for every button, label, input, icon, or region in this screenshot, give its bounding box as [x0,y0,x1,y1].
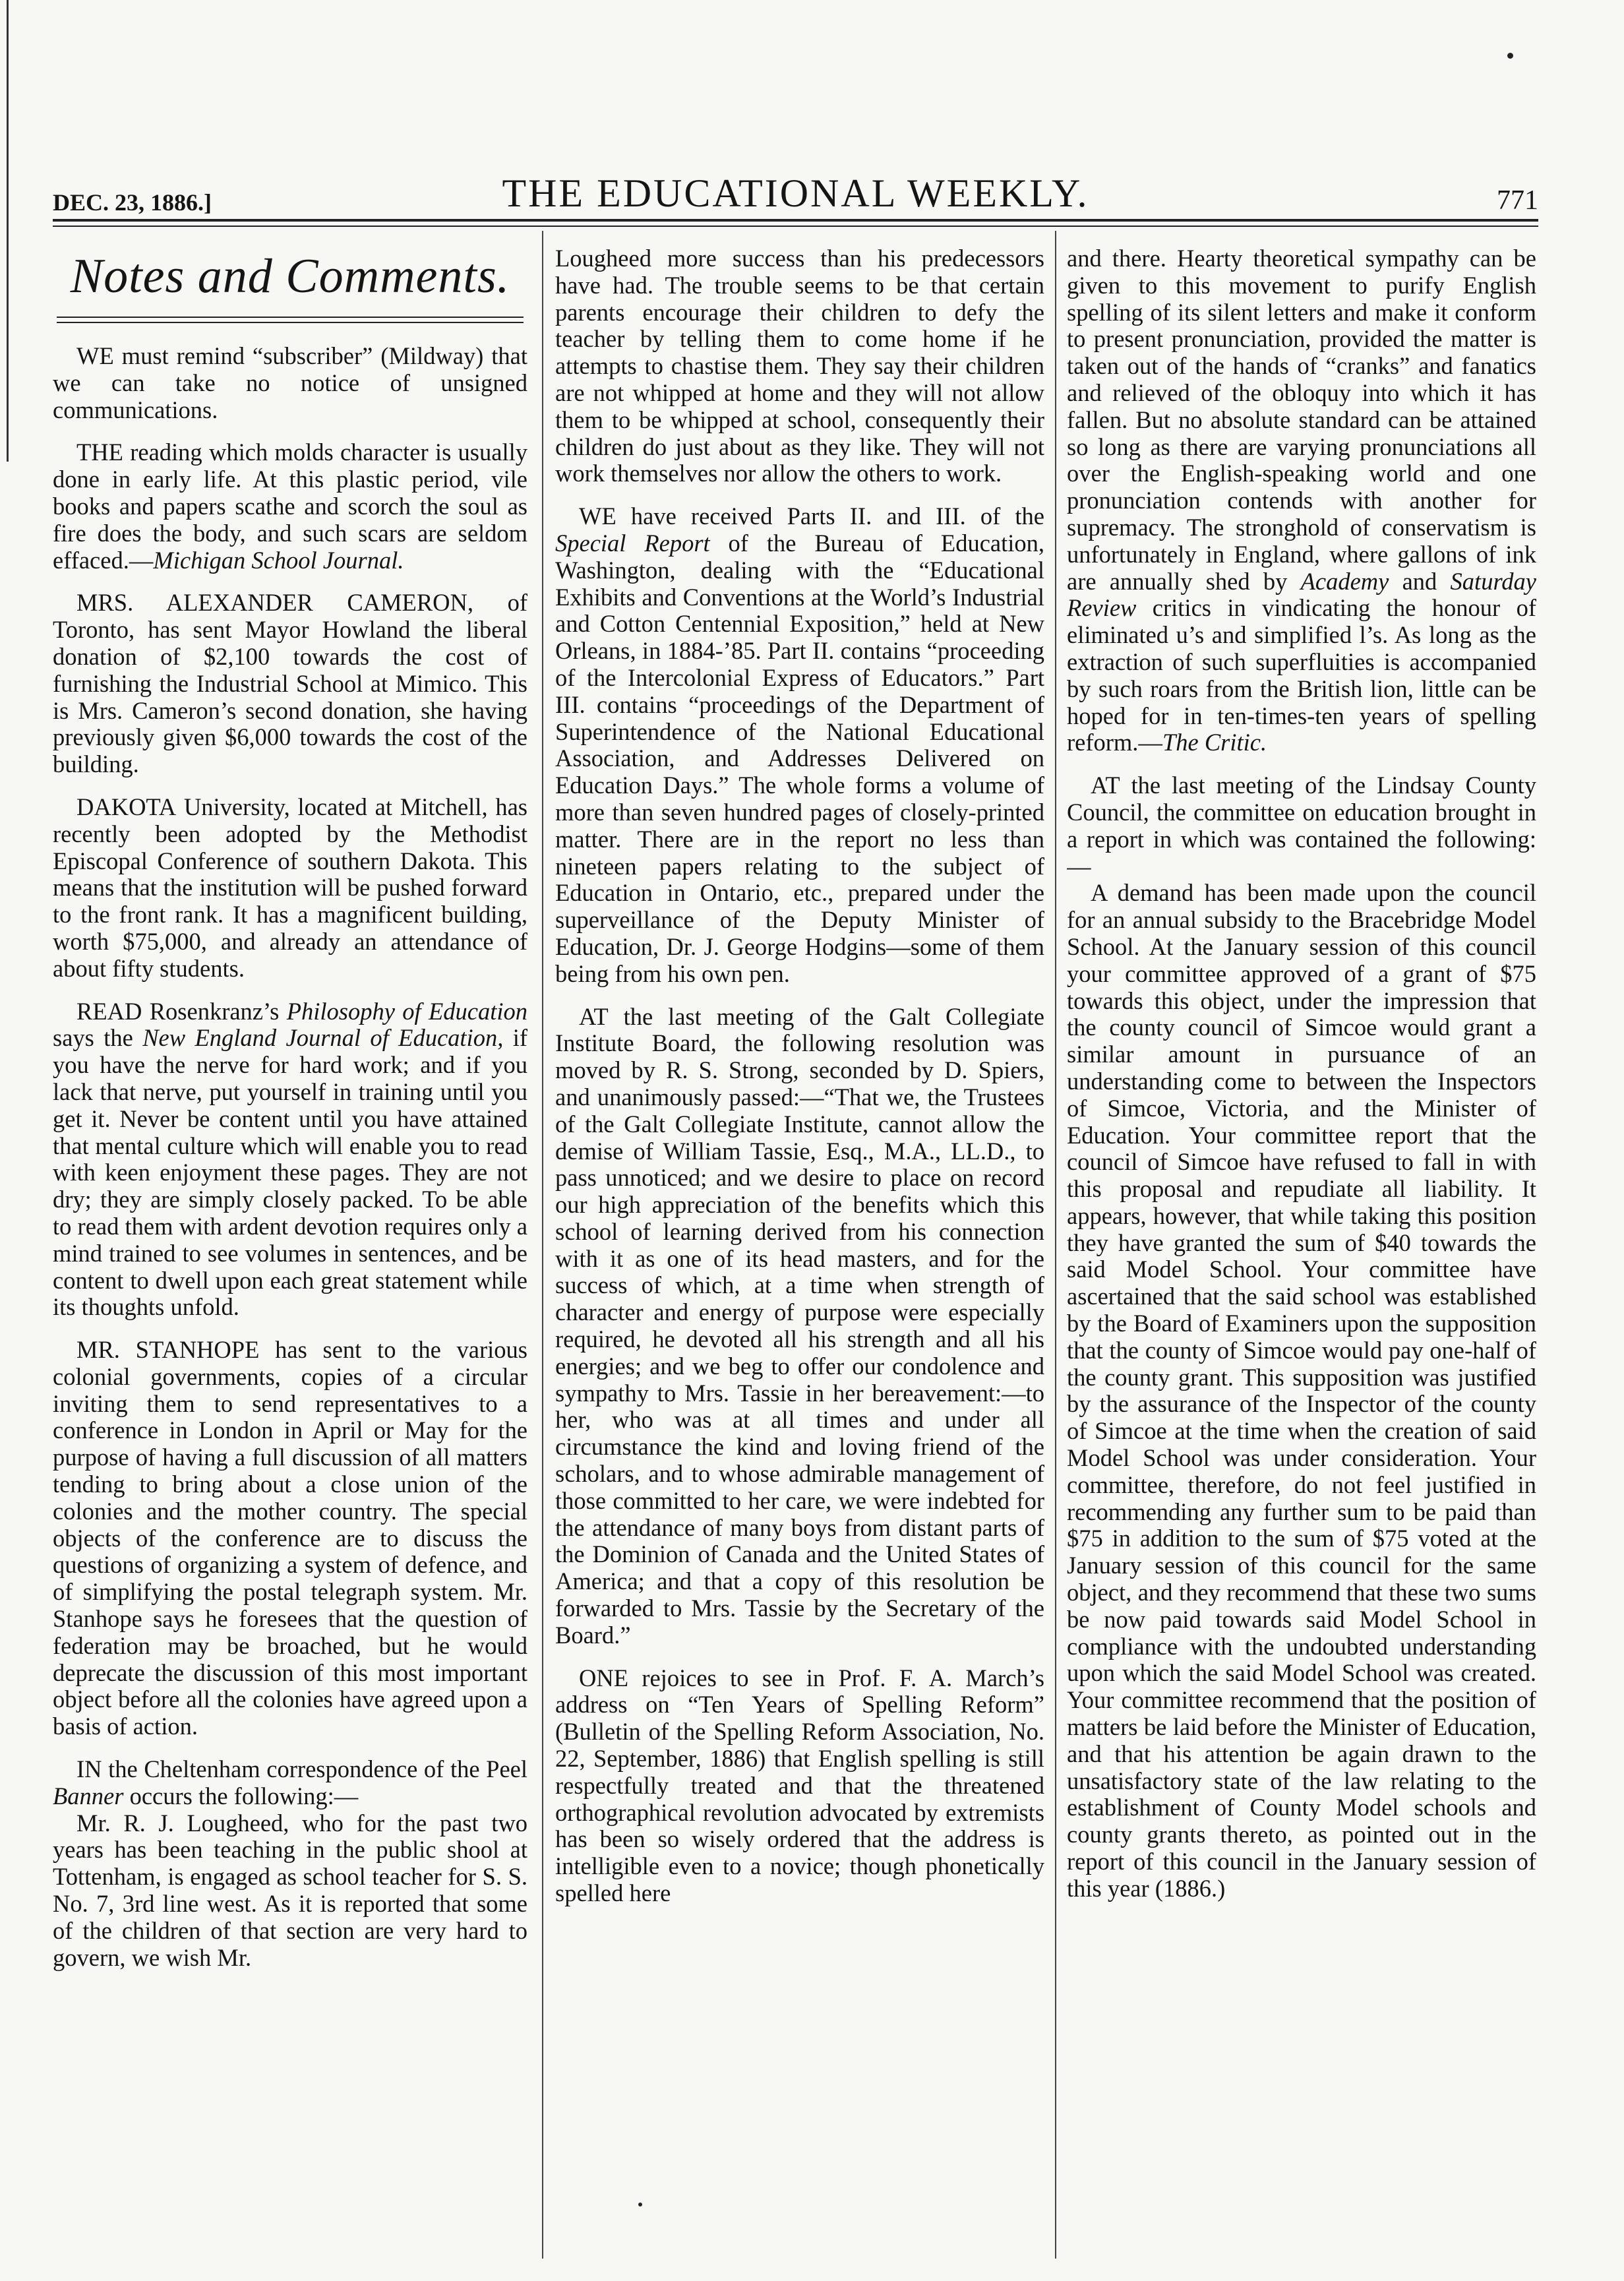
article-paragraph: AT the last meeting of the Lindsay County Council, the committee on education brought in a report in which was contained the following:— [1067,772,1536,880]
article-paragraph: IN the Cheltenham correspondence of the Peel Banner occurs the following:— [53,1755,527,1810]
article-paragraph: DAKOTA University, located at Mitchell, has recently been adopted by the Methodist Episcopal Conference of southern Dakota. This means that the institution will be pushed forward to the front rank. It has a magnificent building, worth $75,000, and already an attendance of about fifty students. [53,793,527,982]
article-paragraph: WE have received Parts II. and III. of the Special Report of the Bureau of Education, Washington, dealing with the “Educational Exhibits and Conventions at the World’s Industrial and Cotton Centennial Exposition,” held at New Orleans, in 1884-’85. Part II. contains “proceeding of the Intercolonial Express of Educators.” Part III. contains “proceedings of the Department of Superintendence of the National Educational Association, and Addresses Delivered on Education Days.” The whole forms a volume of more than seven hundred pages of closely-printed matter. There are in the report no less than nineteen papers relating to the subject of Education in Ontario, etc., prepared under the superveillance of the Deputy Minister of Education, Dr. J. George Hodgins—some of them being from his own pen. [555,502,1044,987]
continued-paragraph: Lougheed more success than his predecessors have had. The trouble seems to be that certain parents encourage their children to defy the teacher by telling them to come home if he attempts to chastise them. They say their children are not whipped at home and they will not allow them to be whipped at school, consequently their children do just about as they like. They will not work themselves nor allow the others to work. [555,245,1044,487]
quoted-paragraph: Mr. R. J. Lougheed, who for the past two years has been teaching in the public shool at Tottenham, is engaged as school teacher for S. S. No. 7, 3rd line west. As it is reported that some of the children of that section are very hard to govern, we wish Mr. [53,1809,527,1971]
article-paragraph: AT the last meeting of the Galt Collegiate Institute Board, the following resolution was moved by R. S. Strong, seconded by D. Spiers, and unanimously passed:—“That we, the Trustees of the Galt Collegiate Institute, cannot allow the demise of William Tassie, Esq., M.A., LL.D., to pass unnoticed; and we desire to place on record our high appreciation of the benefits which this school of learning derived from his connection with it as one of its head masters, and for the success of which, at a time when strength of character and energy of purpose were especially required, he devoted all his strength and all his energies; and we beg to offer our condolence and sympathy to Mrs. Tassie in her bereavement:—to her, who was at all times and under all circumstance the kind and loving friend of the scholars, and to whose admirable management of those committed to her care, we were indebted for the attendance of many boys from distant parts of the Dominion of Canada and the United States of America; and that a copy of this resolution be forwarded to Mrs. Tassie by the Secretary of the Board.” [555,1002,1044,1649]
page-header [53,150,1538,216]
article-paragraph: MRS. ALEXANDER CAMERON, of Toronto, has sent Mayor Howland the liberal donation of $2,100 towards the cost of furnishing the Industrial School at Mimico. This is Mrs. Cameron’s second donation, she having previously given $6,000 towards the cost of the building. [53,589,527,778]
speck [1507,53,1513,59]
article-paragraph: MR. STANHOPE has sent to the various colonial governments, copies of a circular inviting them to send representatives to a conference in London in April or May for the purpose of having a full discussion of all matters tending to bring about a close union of the colonies and the mother country. The special objects of the conference are to discuss the questions of organizing a system of defence, and of simplifying the postal telegraph system. Mr. Stanhope says he foresees that the question of federation may be broached, but he would deprecate the discussion of this most important object before all the colonies have agreed upon a basis of action. [53,1336,527,1740]
article-paragraph: ONE rejoices to see in Prof. F. A. March’s address on “Ten Years of Spelling Reform” (Bulletin of the Spelling Reform Association, No. 22, September, 1886) that English spelling is still respectfully treated and that the threatened orthographical revolution advocated by extremists has been so wisely ordered that the address is intelligible even to a novice; though phonetically spelled here [555,1664,1044,1907]
article-paragraph: READ Rosenkranz’s Philosophy of Education says the New England Journal of Education, if you have the nerve for hard work; and if you lack that nerve, put yourself in training until you get it. Never be content until you have attained that mental culture which will enable you to read with keen enjoyment these pages. They are not dry; they are simply closely packed. To be able to read them with ardent devotion requires only a mind trained to see volumes in sentences, and be content to dwell upon each great statement while its thoughts unfold. [53,997,527,1321]
column-2 [555,245,1044,2276]
source-citation: Michigan School Journal. [153,546,404,574]
section-title-rule [57,317,524,323]
column-divider [542,231,543,2259]
page-number: 771 [1497,185,1538,216]
article-paragraph: THE reading which molds character is usually done in early life. At this plastic period, vile books and papers scathe and scorch the soul as fire does the body, and such scars are seldom effaced.—Michigan School Journal. [53,439,527,574]
journal-title: THE EDUCATIONAL WEEKLY. [502,171,1089,215]
column-3 [1067,245,1536,2276]
article-paragraph: WE must remind “subscriber” (Mildway) that we can take no notice of unsigned communications. [53,342,527,423]
column-1 [53,245,527,2276]
header-rule-thick [53,219,1538,222]
source-citation: The Critic. [1162,729,1267,756]
section-title: Notes and Comments. [70,249,510,303]
quoted-paragraph: A demand has been made upon the council for an annual subsidy to the Bracebridge Model School. At the January session of this council your committee approved of a grant of $75 towards this object, under the impression that the county council of Simcoe would grant a similar amount in pursuance of an understanding come to between the Inspectors of Simcoe, Victoria, and the Minister of Education. Your committee report that the council of Simcoe have refused to fall in with this proposal and repudiate all liability. It appears, however, that while taking this position they have granted the sum of $40 towards the said Model School. Your committee have ascertained that the said school was established by the Board of Examiners upon the supposition that the county of Simcoe would pay one-half of the county grant. This supposition was justified by the assurance of the Inspector of the county of Simcoe at the time when the creation of said Model School was under consideration. Your committee, therefore, do not feel justified in recommending any further sum to be paid than $75 in addition to the sum of $75 voted at the January session of this council for the same object, and they recommend that these two sums be now paid towards said Model School in compliance with the undoubted understanding upon which the said Model School was created. Your committee recommend that the position of matters be laid before the Minister of Education, and that his attention be again drawn to the unsatisfactory state of the law relating to the establishment of County Model schools and county grants thereto, as pointed out in the report of this council in the January session of this year (1886.) [1067,879,1536,1902]
continued-paragraph: and there. Hearty theoretical sympathy can be given to this movement to purify English spelling of its silent letters and make it conform to present pronunciation, provided the matter is taken out of the hands of “cranks” and fanatics and relieved of the obloquy into which it has fallen. But no absolute standard can be attained so long as there are varying pronunciations all over the English-speaking world and one pronunciation contends with another for supremacy. The stronghold of conservatism is unfortunately in England, where gallons of ink are annually shed by Academy and Saturday Review critics in vindicating the honour of eliminated u’s and simplified l’s. As long as the extraction of such superfluities is accompanied by such roars from the British lion, little can be hoped for in ten-times-ten years of spelling reform.—The Critic. [1067,245,1536,756]
header-rule-thin [53,226,1538,227]
column-divider [1055,231,1056,2259]
issue-date: DEC. 23, 1886.] [53,189,212,216]
binding-edge-mark [0,0,11,475]
